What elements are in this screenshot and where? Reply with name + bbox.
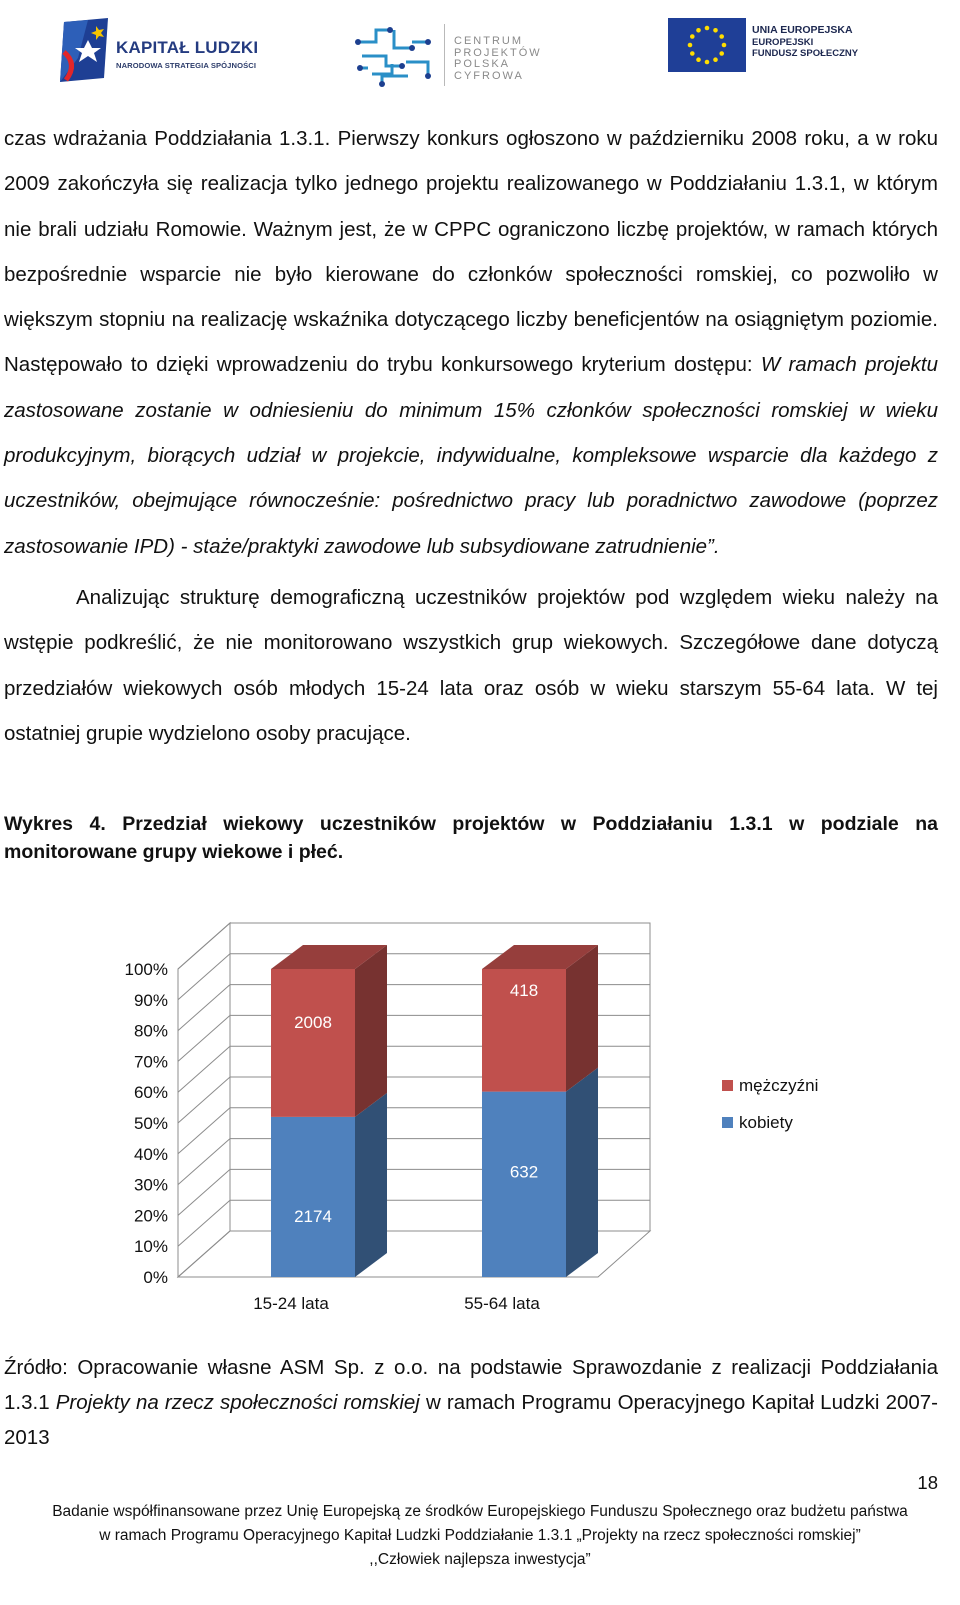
kapital-ludzki-title: KAPITAŁ LUDZKI (116, 38, 259, 57)
chart-data-label: 2008 (294, 1013, 332, 1033)
eu-star-icon (696, 57, 701, 62)
eu-star-icon (690, 51, 695, 56)
eu-star-icon (722, 43, 727, 48)
chart-y-tick-label: 30% (133, 1175, 168, 1195)
kapital-ludzki-subtitle: NARODOWA STRATEGIA SPÓJNOŚCI (116, 61, 257, 70)
paragraph-2: Analizując strukturę demograficzną uczestników projektów pod względem wieku należy na wstępie podkreślić, że nie monitorowano wszystkich grup wiekowych. Szczegółowe dane dotyczą przedziałów wiekowych osób młodych 15-24 lata oraz osób w wieku starszym 55-64 lata. W tej ostatniej grupie wydzielono osoby pracujące. (4, 585, 938, 745)
eu-star-icon (705, 26, 710, 31)
age-gender-chart (0, 880, 960, 1340)
chart-bar-front (271, 969, 355, 1117)
legend-label: kobiety (739, 1113, 793, 1132)
chart-bar-side (566, 945, 598, 1092)
source-prefix: Źródło: Opracowanie własne ASM Sp. z o.o. na podstawie Sprawozdanie z realizacji Poddziałania 1.3.1 (4, 1356, 938, 1414)
cppc-circuit-icon (352, 22, 436, 94)
source-title: Projekty na rzecz społeczności romskiej (55, 1391, 420, 1414)
eu-line-2: EUROPEJSKI (752, 37, 814, 48)
cppc-line-4: CYFROWA (454, 69, 524, 82)
page-number: 18 (917, 1472, 938, 1493)
paragraph-1-text: czas wdrażania Poddziałania 1.3.1. Pierwszy konkurs ogłoszono w październiku 2008 roku, a w roku 2009 zakończyła się realizacja tylko jednego projektu realizowanego w Poddziałaniu 1.3.1, w którym nie brali udziału Romowie. Ważnym jest, że w CPPC ograniczono liczbę projektów, w ramach których bezpośrednie wsparcie nie było kierowane do członków społeczności romskiej, co pozwoliło w większym stopniu na realizację wskaźnika dotyczącego liczby beneficjentów na osiągniętym poziomie. Następowało to dzięki wprowadzeniu do trybu konkursowego kryterium dostępu: (4, 127, 938, 377)
body-text (4, 116, 938, 756)
chart-bar-side (355, 945, 387, 1117)
cppc-line-3: POLSKA (454, 58, 511, 70)
eu-star-icon (696, 28, 701, 33)
eu-star-icon (690, 34, 695, 39)
chart-y-tick-label: 10% (133, 1237, 168, 1257)
source-note (4, 1350, 938, 1455)
cppc-line-2: PROJEKTÓW (454, 46, 542, 59)
eu-line-3: FUNDUSZ SPOŁECZNY (752, 48, 859, 59)
chart-y-tick-label: 40% (133, 1144, 168, 1164)
eu-line-1: UNIA EUROPEJSKA (752, 24, 853, 36)
footer-line-2: w ramach Programu Operacyjnego Kapitał Ludzki Poddziałanie 1.3.1 „Projekty na rzecz społeczności romskiej” (99, 1527, 861, 1544)
eu-star-icon (713, 28, 718, 33)
chart-bar-front (482, 1092, 566, 1277)
footer-line-1: Badanie współfinansowane przez Unię Europejską ze środków Europejskiego Funduszu Społecznego oraz budżetu państwa (52, 1503, 908, 1520)
chart-y-tick-label: 100% (124, 960, 168, 979)
chart-category-label: 15-24 lata (253, 1294, 329, 1313)
eu-flag-icon (668, 18, 746, 72)
source-suffix: w ramach Programu Operacyjnego Kapitał Ludzki 2007-2013 (4, 1391, 939, 1449)
chart-bar-side (355, 1093, 387, 1277)
chart-category-label: 55-64 lata (464, 1294, 540, 1313)
chart-data-label: 418 (509, 980, 539, 1000)
cppc-separator (444, 24, 445, 86)
legend-swatch (722, 1117, 733, 1128)
chart-y-tick-label: 0% (143, 1268, 168, 1287)
eu-logo (668, 14, 888, 74)
paragraph-1-quote: W ramach projektu zastosowane zostanie w odniesieniu do minimum 15% członków społeczności romskiej w wieku produkcyjnym, biorących udział w projekcie, indywidualne, kompleksowe wsparcie dla każdego z uczestników, obejmujące równocześnie: pośrednictwo pracy lub poradnictwo zawodowe (poprzez zastosowanie IPD) - staże/praktyki zawodowe lub subsydiowane zatrudnienie”. (4, 353, 939, 558)
chart-bar-side (566, 1068, 598, 1277)
legend-label: mężczyźni (739, 1076, 819, 1095)
cppc-logo (352, 14, 562, 94)
chart-y-tick-label: 90% (133, 990, 168, 1010)
eu-star-icon (713, 57, 718, 62)
chart-y-tick-label: 50% (133, 1114, 168, 1133)
eu-logo-text (752, 24, 858, 59)
legend-swatch (722, 1080, 733, 1091)
cppc-name (454, 36, 542, 82)
kapital-ludzki-logo (58, 14, 298, 86)
chart-y-tick-label: 80% (133, 1021, 168, 1041)
eu-star-icon (719, 34, 724, 39)
chart-y-tick-label: 60% (133, 1083, 168, 1103)
chart-y-tick-label: 20% (133, 1206, 168, 1226)
page-footer (0, 1500, 960, 1572)
chart-bar-front (271, 1117, 355, 1277)
header-logos (0, 14, 960, 104)
eu-star-icon (719, 51, 724, 56)
paragraph-1 (4, 116, 938, 569)
eu-star-icon (705, 60, 710, 65)
chart-y-tick-label: 70% (133, 1052, 168, 1072)
kapital-ludzki-flag-icon (58, 18, 112, 82)
footer-line-3: ,,Człowiek najlepsza inwestycja” (369, 1551, 591, 1568)
chart-caption: Wykres 4. Przedział wiekowy uczestników projektów w Poddziałaniu 1.3.1 w podziale na monitorowane grupy wiekowe i płeć. (4, 813, 938, 863)
chart-data-label: 2174 (294, 1207, 332, 1227)
cppc-line-1: CENTRUM (454, 35, 523, 47)
eu-star-icon (688, 43, 693, 48)
chart-data-label: 632 (509, 1162, 539, 1182)
